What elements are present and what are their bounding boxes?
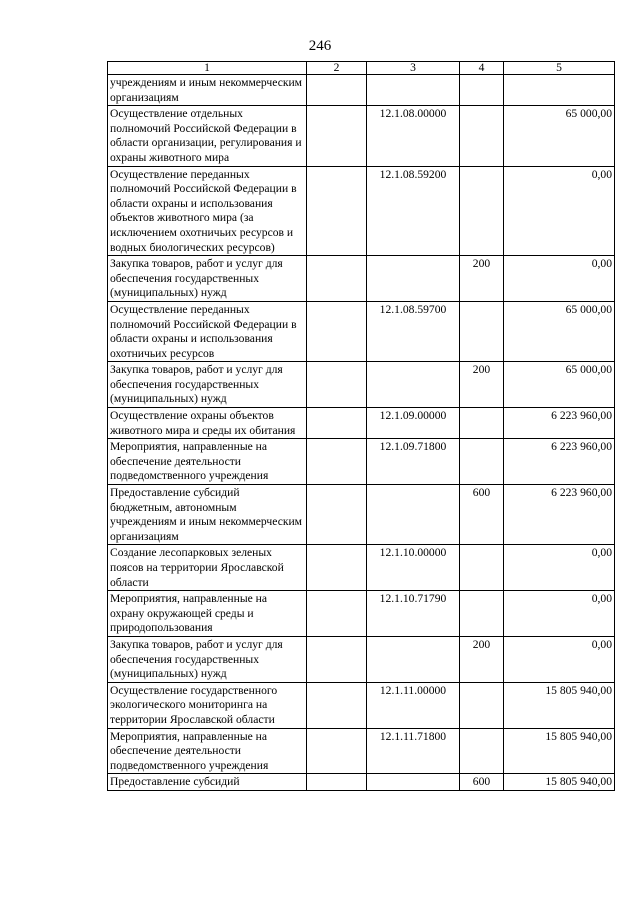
table-row bbox=[108, 485, 615, 545]
row-name: Мероприятия, направленные на обеспечение деятельности подведомственного учреждения bbox=[108, 439, 307, 485]
row-col2 bbox=[307, 106, 367, 166]
table-row bbox=[108, 774, 615, 791]
row-code bbox=[367, 75, 460, 106]
row-code bbox=[367, 362, 460, 408]
row-name: Создание лесопарковых зеленых поясов на территории Ярославской области bbox=[108, 545, 307, 591]
row-col2 bbox=[307, 774, 367, 791]
header-col-5: 5 bbox=[504, 62, 615, 75]
row-name: Мероприятия, направленные на охрану окружающей среды и природопользования bbox=[108, 591, 307, 637]
row-code bbox=[367, 256, 460, 302]
row-expense-type bbox=[460, 545, 504, 591]
row-code: 12.1.09.00000 bbox=[367, 408, 460, 439]
row-amount: 0,00 bbox=[504, 166, 615, 256]
row-code: 12.1.08.59700 bbox=[367, 301, 460, 361]
table-row bbox=[108, 545, 615, 591]
row-name: Осуществление отдельных полномочий Российской Федерации в области организации, регулирования и охраны животного мира bbox=[108, 106, 307, 166]
row-amount: 15 805 940,00 bbox=[504, 682, 615, 728]
row-expense-type bbox=[460, 591, 504, 637]
table-row bbox=[108, 591, 615, 637]
table-row bbox=[108, 728, 615, 774]
row-col2 bbox=[307, 75, 367, 106]
row-amount: 0,00 bbox=[504, 256, 615, 302]
row-col2 bbox=[307, 439, 367, 485]
row-code: 12.1.10.00000 bbox=[367, 545, 460, 591]
row-col2 bbox=[307, 636, 367, 682]
row-name: Осуществление государственного экологического мониторинга на территории Ярославской области bbox=[108, 682, 307, 728]
row-expense-type: 200 bbox=[460, 636, 504, 682]
row-col2 bbox=[307, 408, 367, 439]
row-expense-type bbox=[460, 75, 504, 106]
table-row bbox=[108, 166, 615, 256]
row-code bbox=[367, 774, 460, 791]
row-name: Осуществление переданных полномочий Российской Федерации в области охраны и использования объектов животного мира (за исключением охотничьих ресурсов и водных биологических ресурсов) bbox=[108, 166, 307, 256]
row-name: Осуществление охраны объектов животного мира и среды их обитания bbox=[108, 408, 307, 439]
budget-table bbox=[107, 61, 615, 791]
row-expense-type bbox=[460, 301, 504, 361]
row-expense-type bbox=[460, 439, 504, 485]
header-row bbox=[108, 62, 615, 75]
row-code bbox=[367, 636, 460, 682]
row-amount: 15 805 940,00 bbox=[504, 774, 615, 791]
table-row bbox=[108, 106, 615, 166]
table-row bbox=[108, 301, 615, 361]
row-col2 bbox=[307, 362, 367, 408]
row-code bbox=[367, 485, 460, 545]
row-code: 12.1.08.59200 bbox=[367, 166, 460, 256]
header-col-2: 2 bbox=[307, 62, 367, 75]
row-name: Закупка товаров, работ и услуг для обеспечения государственных (муниципальных) нужд bbox=[108, 636, 307, 682]
row-expense-type bbox=[460, 728, 504, 774]
row-code: 12.1.08.00000 bbox=[367, 106, 460, 166]
row-col2 bbox=[307, 545, 367, 591]
row-expense-type bbox=[460, 106, 504, 166]
table-header bbox=[108, 62, 615, 75]
header-col-3: 3 bbox=[367, 62, 460, 75]
row-col2 bbox=[307, 682, 367, 728]
row-name: Предоставление субсидий бюджетным, автономным учреждениям и иным некоммерческим организациям bbox=[108, 485, 307, 545]
row-col2 bbox=[307, 166, 367, 256]
row-expense-type: 600 bbox=[460, 485, 504, 545]
row-name: Закупка товаров, работ и услуг для обеспечения государственных (муниципальных) нужд bbox=[108, 256, 307, 302]
header-col-4: 4 bbox=[460, 62, 504, 75]
row-expense-type bbox=[460, 408, 504, 439]
row-amount: 6 223 960,00 bbox=[504, 439, 615, 485]
row-amount: 65 000,00 bbox=[504, 362, 615, 408]
row-name: учреждениям и иным некоммерческим организациям bbox=[108, 75, 307, 106]
row-amount: 15 805 940,00 bbox=[504, 728, 615, 774]
table-row bbox=[108, 439, 615, 485]
table-row bbox=[108, 682, 615, 728]
row-amount: 65 000,00 bbox=[504, 106, 615, 166]
row-col2 bbox=[307, 485, 367, 545]
row-amount: 0,00 bbox=[504, 591, 615, 637]
row-amount: 65 000,00 bbox=[504, 301, 615, 361]
header-col-1: 1 bbox=[108, 62, 307, 75]
row-code: 12.1.10.71790 bbox=[367, 591, 460, 637]
row-code: 12.1.11.71800 bbox=[367, 728, 460, 774]
row-amount bbox=[504, 75, 615, 106]
row-amount: 6 223 960,00 bbox=[504, 485, 615, 545]
row-expense-type bbox=[460, 682, 504, 728]
row-expense-type: 200 bbox=[460, 256, 504, 302]
row-amount: 6 223 960,00 bbox=[504, 408, 615, 439]
row-amount: 0,00 bbox=[504, 636, 615, 682]
table-row bbox=[108, 636, 615, 682]
table-row bbox=[108, 75, 615, 106]
page-number: 246 bbox=[308, 38, 332, 54]
row-col2 bbox=[307, 728, 367, 774]
table-body bbox=[108, 75, 615, 791]
row-name: Предоставление субсидий bbox=[108, 774, 307, 791]
row-code: 12.1.09.71800 bbox=[367, 439, 460, 485]
row-col2 bbox=[307, 591, 367, 637]
row-col2 bbox=[307, 301, 367, 361]
row-code: 12.1.11.00000 bbox=[367, 682, 460, 728]
row-name: Мероприятия, направленные на обеспечение деятельности подведомственного учреждения bbox=[108, 728, 307, 774]
row-col2 bbox=[307, 256, 367, 302]
row-expense-type: 600 bbox=[460, 774, 504, 791]
row-name: Закупка товаров, работ и услуг для обеспечения государственных (муниципальных) нужд bbox=[108, 362, 307, 408]
row-expense-type: 200 bbox=[460, 362, 504, 408]
table-row bbox=[108, 362, 615, 408]
row-amount: 0,00 bbox=[504, 545, 615, 591]
row-expense-type bbox=[460, 166, 504, 256]
table-row bbox=[108, 256, 615, 302]
row-name: Осуществление переданных полномочий Российской Федерации в области охраны и использования охотничьих ресурсов bbox=[108, 301, 307, 361]
table-row bbox=[108, 408, 615, 439]
